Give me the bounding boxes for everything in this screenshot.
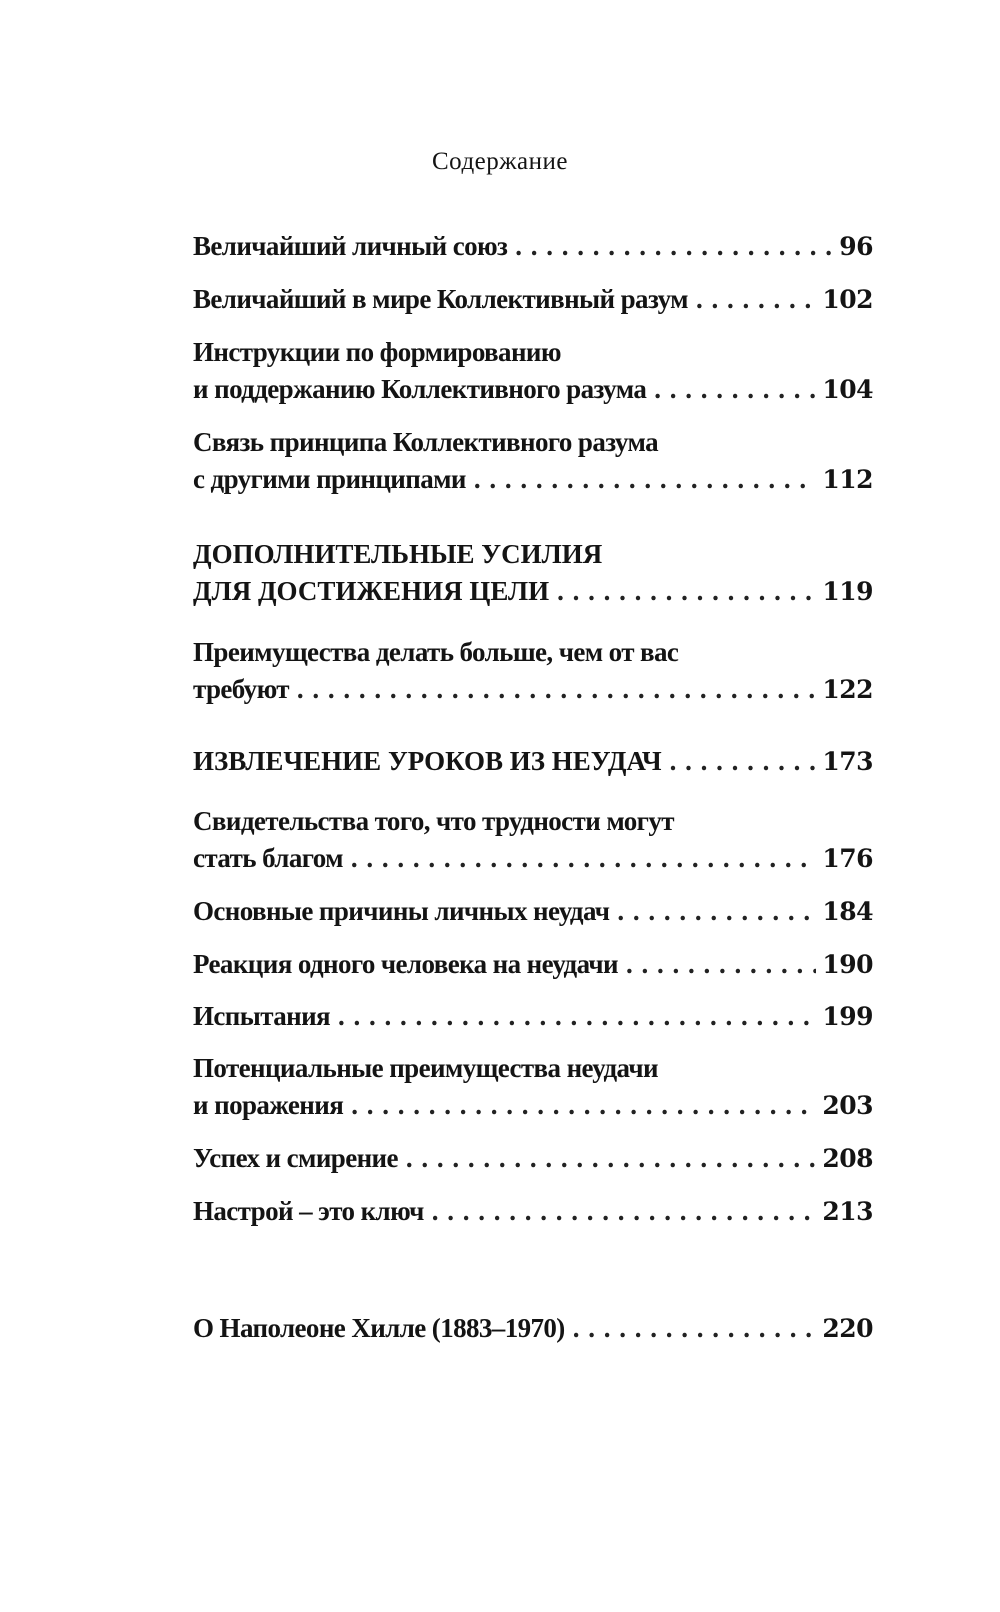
dot-leader	[696, 281, 816, 318]
toc-entry[interactable]	[193, 334, 873, 408]
toc-entry-about-author[interactable]	[193, 1310, 873, 1347]
toc-section-title: ИЗВЛЕЧЕНИЕ УРОКОВ ИЗ НЕУДАЧ	[193, 746, 662, 776]
toc-page-number: 176	[822, 844, 873, 873]
toc-page-number: 184	[822, 897, 873, 926]
toc-section-heading[interactable]	[193, 743, 873, 780]
toc-page-number: 213	[822, 1197, 873, 1226]
toc-entry-title-cont: и поддержанию Коллективного разума	[193, 374, 647, 404]
dot-leader	[432, 1193, 817, 1230]
toc-entry-title: Инструкции по формированию	[193, 337, 561, 367]
dot-leader	[573, 1310, 817, 1347]
toc-entry-title: Свидетельства того, что трудности могут	[193, 806, 674, 836]
toc-section-title-cont: ДЛЯ ДОСТИЖЕНИЯ ЦЕЛИ	[193, 576, 550, 606]
toc-page-number: 173	[822, 747, 873, 776]
toc-entry-title: О Наполеоне Хилле (1883–1970)	[193, 1313, 565, 1343]
dot-leader	[515, 228, 833, 265]
toc-entry-title: Величайший в мире Коллективный разум	[193, 284, 688, 314]
toc-page-number: 190	[822, 950, 873, 979]
toc-entry[interactable]	[193, 281, 873, 318]
dot-leader	[626, 946, 816, 983]
dot-leader	[670, 743, 817, 780]
toc-entry-title-cont: стать благом	[193, 843, 343, 873]
toc-page-number: 96	[839, 232, 873, 261]
toc-entry-title: Успех и смирение	[193, 1143, 398, 1173]
toc-entry-title-cont: требуют	[193, 674, 289, 704]
toc-entry-title: Настрой – это ключ	[193, 1196, 424, 1226]
toc-entry-title-cont: с другими принципами	[193, 464, 466, 494]
toc-entry-title: Преимущества делать больше, чем от вас	[193, 637, 679, 667]
toc-entry-title-cont: и поражения	[193, 1090, 344, 1120]
dot-leader	[557, 573, 816, 610]
toc-entry[interactable]	[193, 424, 873, 498]
toc-entry[interactable]	[193, 1050, 873, 1124]
toc-entry[interactable]	[193, 946, 873, 983]
toc-entry[interactable]	[193, 228, 873, 265]
toc-page-number: 203	[822, 1091, 873, 1120]
toc-entry-title: Потенциальные преимущества неудачи	[193, 1053, 658, 1083]
dot-leader	[406, 1140, 816, 1177]
dot-leader	[474, 461, 816, 498]
dot-leader	[297, 671, 816, 708]
toc-entry-title: Основные причины личных неудач	[193, 896, 610, 926]
toc-page-number: 220	[822, 1314, 873, 1343]
toc-section-title: ДОПОЛНИТЕЛЬНЫЕ УСИЛИЯ	[193, 539, 603, 569]
toc-page-number: 102	[822, 285, 873, 314]
dot-leader	[654, 371, 816, 408]
toc-entry-title: Величайший личный союз	[193, 231, 508, 261]
dot-leader	[351, 840, 816, 877]
toc-page-number: 112	[822, 465, 873, 494]
toc-entry[interactable]	[193, 634, 873, 708]
toc-entry[interactable]	[193, 893, 873, 930]
toc-page-number: 122	[822, 675, 873, 704]
toc-entry[interactable]	[193, 998, 873, 1035]
toc-page-number: 104	[822, 375, 873, 404]
toc-entry[interactable]	[193, 803, 873, 877]
toc-section-heading[interactable]	[193, 536, 873, 610]
toc-entry-title: Испытания	[193, 1001, 331, 1031]
toc-page-number: 119	[822, 577, 873, 606]
toc-entry[interactable]	[193, 1193, 873, 1230]
toc-entry[interactable]	[193, 1140, 873, 1177]
toc-page-number: 208	[822, 1144, 873, 1173]
toc-entry-title: Реакция одного человека на неудачи	[193, 949, 619, 979]
page-title: Содержание	[432, 148, 568, 175]
toc-page-number: 199	[822, 1002, 873, 1031]
dot-leader	[338, 998, 816, 1035]
toc-entry-title: Связь принципа Коллективного разума	[193, 427, 658, 457]
dot-leader	[617, 893, 816, 930]
dot-leader	[351, 1087, 816, 1124]
